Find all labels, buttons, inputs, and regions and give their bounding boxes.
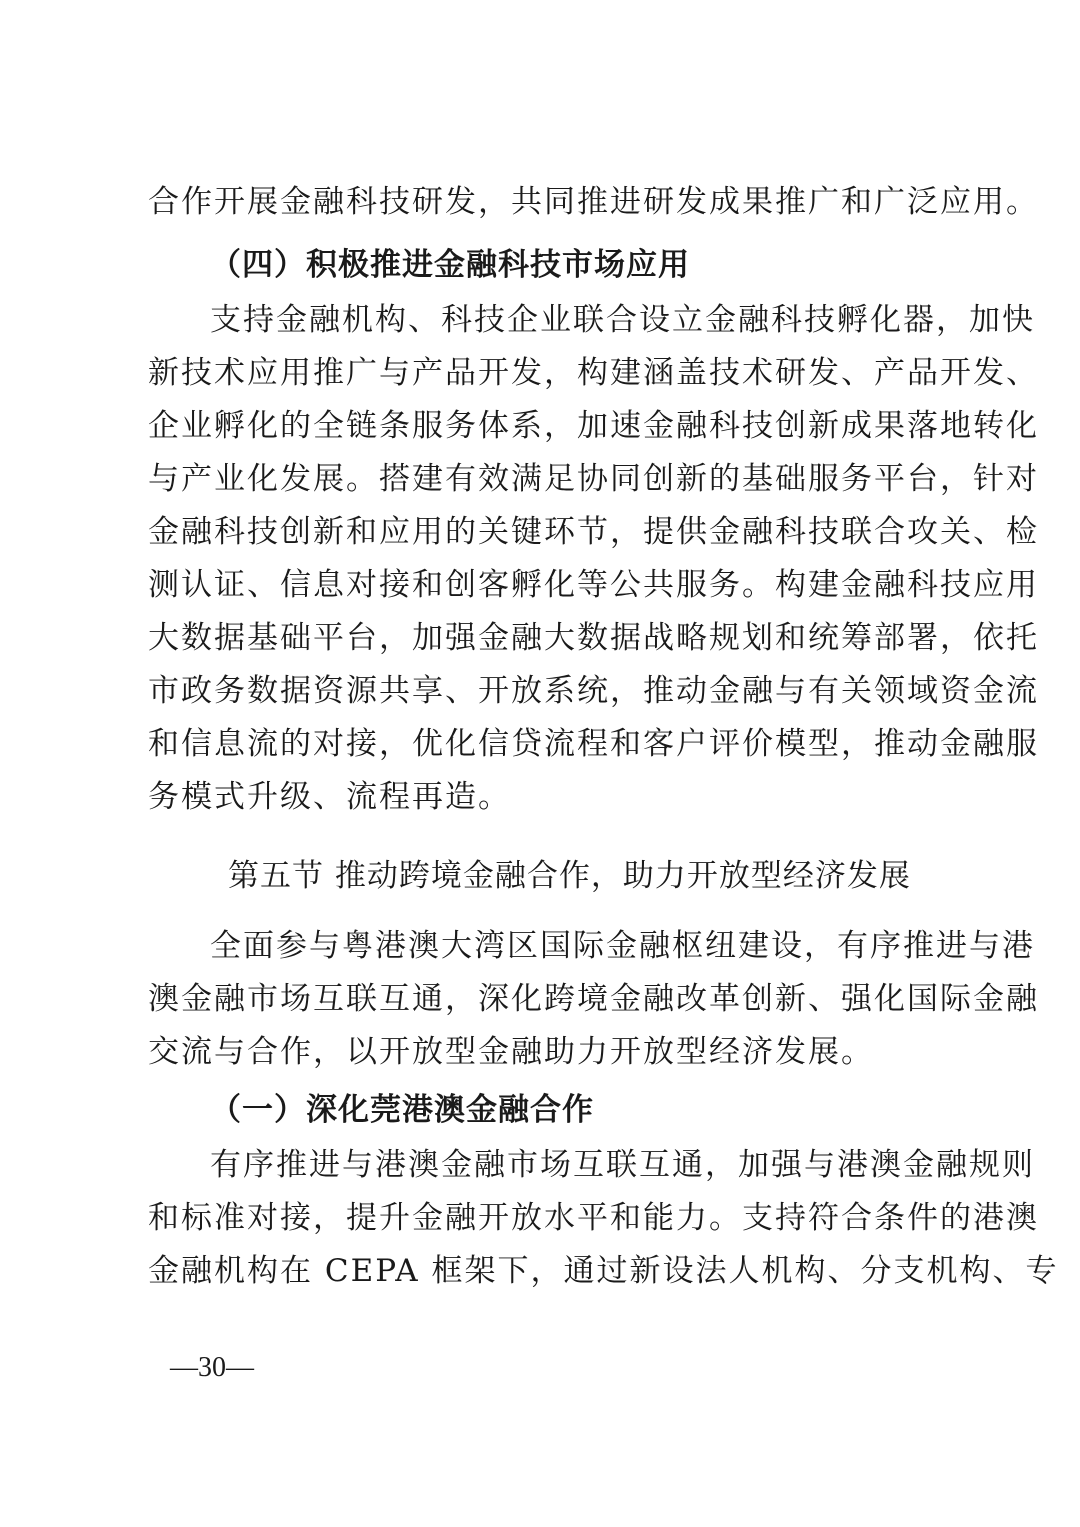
section-title: 第五节 推动跨境金融合作，助力开放型经济发展	[228, 858, 911, 894]
body-text-line: 交流与合作，以开放型金融助力开放型经济发展。	[148, 1034, 874, 1070]
body-text-line: 支持金融机构、科技企业联合设立金融科技孵化器，加快	[210, 302, 1035, 338]
body-text-line: 金融科技创新和应用的关键环节，提供金融科技联合攻关、检	[148, 514, 1039, 550]
subsection-heading: （一）深化莞港澳金融合作	[210, 1092, 594, 1128]
body-text-line: 有序推进与港澳金融市场互联互通，加强与港澳金融规则	[210, 1147, 1035, 1183]
body-text-line: 新技术应用推广与产品开发，构建涵盖技术研发、产品开发、	[148, 355, 1039, 391]
body-text-line: 与产业化发展。搭建有效满足协同创新的基础服务平台，针对	[148, 461, 1039, 497]
body-text-line: 和信息流的对接，优化信贷流程和客户评价模型，推动金融服	[148, 726, 1039, 762]
body-text-line: 企业孵化的全链条服务体系，加速金融科技创新成果落地转化	[148, 408, 1039, 444]
page-number: —30—	[170, 1352, 254, 1383]
body-text-line: 和标准对接，提升金融开放水平和能力。支持符合条件的港澳	[148, 1200, 1039, 1236]
body-text-line: 全面参与粤港澳大湾区国际金融枢纽建设，有序推进与港	[210, 928, 1035, 964]
subsection-heading: （四）积极推进金融科技市场应用	[210, 247, 690, 283]
body-text-line: 澳金融市场互联互通，深化跨境金融改革创新、强化国际金融	[148, 981, 1039, 1017]
body-text-line: 合作开展金融科技研发，共同推进研发成果推广和广泛应用。	[148, 184, 1039, 220]
body-text-line: 金融机构在 CEPA 框架下，通过新设法人机构、分支机构、专	[148, 1253, 1059, 1289]
body-text-line: 大数据基础平台，加强金融大数据战略规划和统筹部署，依托	[148, 620, 1039, 656]
body-text-line: 测认证、信息对接和创客孵化等公共服务。构建金融科技应用	[148, 567, 1039, 603]
body-text-line: 市政务数据资源共享、开放系统，推动金融与有关领域资金流	[148, 673, 1039, 709]
body-text-line: 务模式升级、流程再造。	[148, 779, 511, 815]
